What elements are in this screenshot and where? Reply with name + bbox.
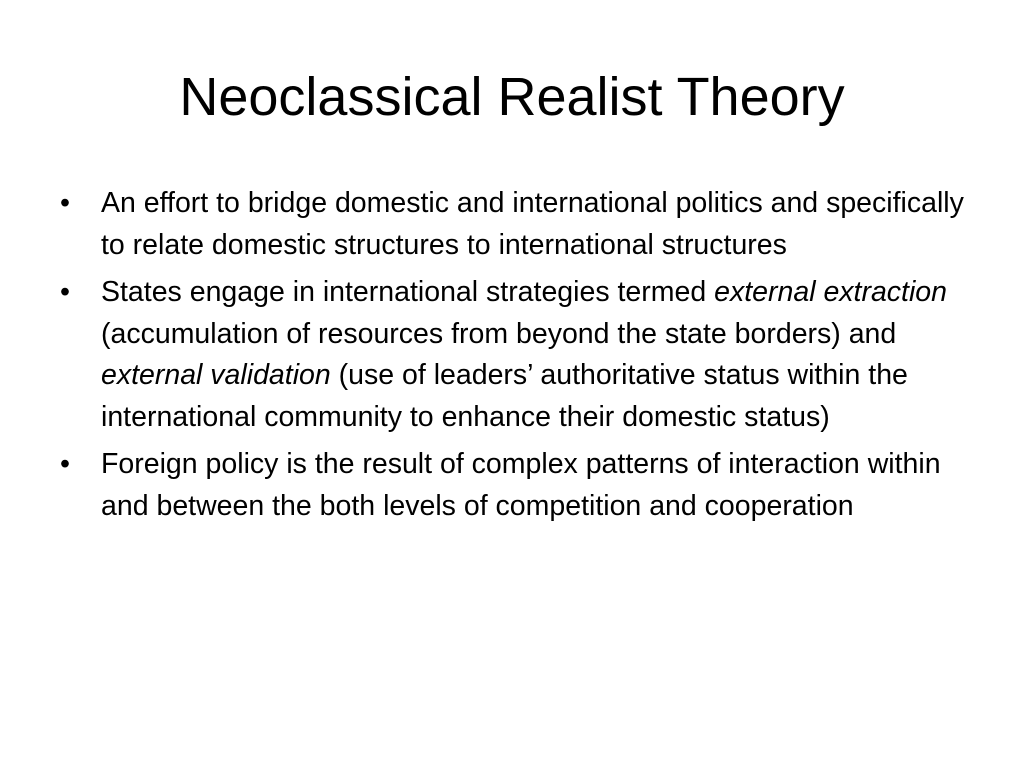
bullet-dot-icon: • <box>60 448 70 480</box>
slide-title: Neoclassical Realist Theory <box>179 67 845 127</box>
bullet-text-part: (use of leaders’ authoritative status within the international community to enhance their domestic status) <box>101 359 908 433</box>
bullet-text: Foreign policy is the result of complex patterns of interaction within and between the both levels of competition and cooperation <box>101 448 941 522</box>
bullet-text: An effort to bridge domestic and international politics and specifically to relate domestic structures to international structures <box>101 187 964 261</box>
bullet-dot-icon: • <box>60 276 70 308</box>
term-external-validation: external validation <box>101 359 331 391</box>
bullet-dot-icon: • <box>60 187 70 219</box>
bullet-text-part: States engage in international strategies termed <box>101 276 715 308</box>
bullet-text-part: (accumulation of resources from beyond the state borders) and <box>101 317 897 350</box>
bullet-item-international-strategies <box>56 272 971 438</box>
bullet-item-bridge-politics <box>56 183 971 266</box>
term-external-extraction: external extraction <box>714 276 948 308</box>
bullet-list <box>56 183 971 533</box>
bullet-item-foreign-policy <box>56 444 971 527</box>
